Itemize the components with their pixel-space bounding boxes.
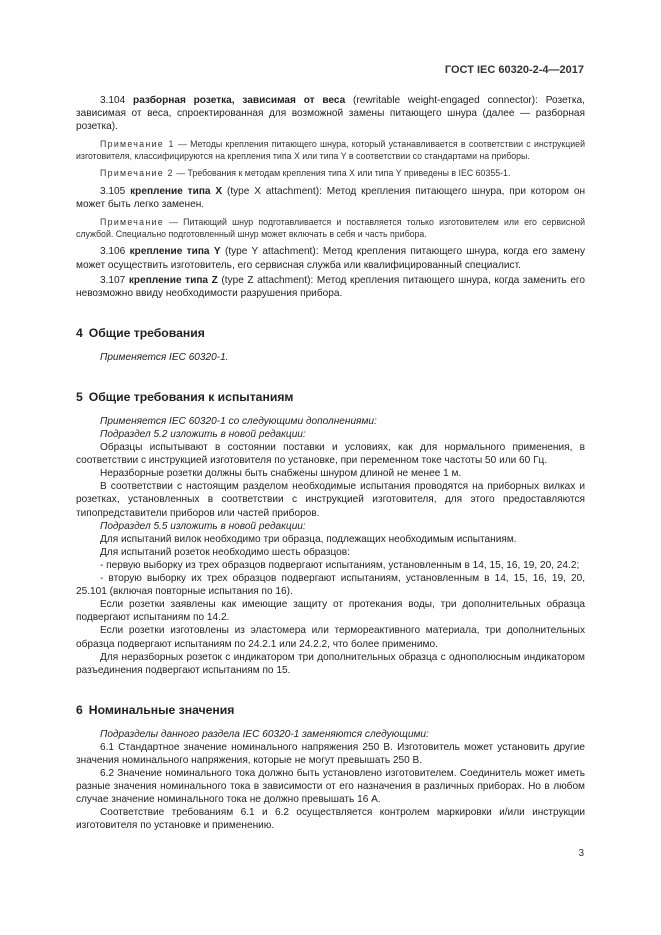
definition-term: разборная розетка, зависимая от веса xyxy=(133,95,346,106)
definition-3-105 xyxy=(76,185,585,211)
note-label: Примечание 2 xyxy=(100,168,174,179)
definition-3-104 xyxy=(76,94,585,133)
paragraph-text: Для испытаний розеток необходимо шесть образцов: xyxy=(100,546,350,558)
section-number: 5 xyxy=(76,389,83,404)
subsection-5-5-note xyxy=(76,520,585,533)
subsection-note-text: Подраздел 5.2 изложить в новой редакции: xyxy=(100,429,306,440)
section-6-paragraph-2 xyxy=(76,767,585,806)
section-6-heading xyxy=(76,703,585,718)
list-item-text: - вторую выборку их трех образцов подвергают испытаниям, установленным в 14, 15, 16, 19, 20, 25.101 (включая повторные испытания по 16). xyxy=(76,573,585,598)
section-5-paragraph-5 xyxy=(76,546,585,559)
note-3 xyxy=(76,217,585,240)
section-title: Общие требования к испытаниям xyxy=(88,389,294,404)
page-content xyxy=(76,94,585,833)
subsection-note-text: Подраздел 5.5 изложить в новой редакции: xyxy=(100,520,306,532)
section-5-paragraph-8 xyxy=(76,651,585,677)
applies-text: Подразделы данного раздела IEC 60320-1 заменяются следующими: xyxy=(100,728,429,740)
paragraph-text: Для неразборных розеток с индикатором три дополнительных образца с однополюсным индикатором разъединения подвергают испытаниям по 15. xyxy=(76,651,585,676)
definition-term: крепление типа Z xyxy=(128,274,218,286)
note-text: — Методы крепления питающего шнура, который устанавливается в соответствии с инструкцией изготовителя, классифицируются на крепления типа X или типа Y в соответствии со стандартами на приборы. xyxy=(76,139,585,161)
applies-text: Применяется IEC 60320-1. xyxy=(100,351,229,363)
page-number: 3 xyxy=(578,848,584,859)
note-label: Примечание xyxy=(100,217,164,228)
list-item xyxy=(76,559,585,572)
definition-text: (type X attachment): Метод крепления питающего шнура, при котором он может быть легко заменен. xyxy=(76,186,586,211)
section-5-paragraph-1 xyxy=(76,441,585,467)
section-5-paragraph-3 xyxy=(76,480,585,519)
document-header: ГОСТ IEC 60320-2-4—2017 xyxy=(444,64,584,76)
note-1 xyxy=(76,139,585,162)
section-6-paragraph-3 xyxy=(76,806,585,832)
paragraph-text: Для испытаний вилок необходимо три образца, подлежащих необходимым испытаниям. xyxy=(100,533,517,545)
section-5-paragraph-2 xyxy=(76,467,585,480)
definition-number: 3.105 xyxy=(100,186,126,198)
section-number: 4 xyxy=(76,325,83,340)
section-number: 6 xyxy=(76,702,83,717)
note-text: — Питающий шнур подготавливается и поставляется только изготовителем или его сервисной службой. Специально подготовленный шнур может включать в себя и часть прибора. xyxy=(76,217,585,239)
definition-text: (type Y attachment): Метод крепления питающего шнура, когда его замену может осуществить изготовитель, его сервисная служба или квалифицированный специалист. xyxy=(76,246,586,271)
section-4-heading xyxy=(76,326,585,341)
section-6-paragraph-1 xyxy=(76,741,585,767)
section-5-paragraph-7 xyxy=(76,624,585,650)
paragraph-text: Соответствие требованиям 6.1 и 6.2 осуществляется контролем маркировки и/или инструкции изготовителя по установке и применению. xyxy=(76,807,585,832)
definition-number: 3.106 xyxy=(100,246,126,258)
definition-number: 3.107 xyxy=(100,274,126,286)
definition-number: 3.104 xyxy=(100,95,126,106)
definition-text: (type Z attachment): Метод крепления питающего шнура, когда заменить его невозможно ввиду необходимости разрушения прибора. xyxy=(76,274,586,299)
section-5-paragraph-6 xyxy=(76,598,585,624)
definition-3-107 xyxy=(76,274,585,300)
paragraph-text: В соответствии с настоящим разделом необходимые испытания проводятся на приборных вилках и розетках, установленных в соответствии с инструкцией изготовителя, для этого предоставляются типопредставители приборов или частей приборов. xyxy=(76,481,585,519)
section-5-heading xyxy=(76,390,585,405)
note-label: Примечание 1 xyxy=(100,139,175,150)
section-4-applies xyxy=(76,351,585,364)
paragraph-text: Образцы испытывают в состоянии поставки и условиях, как для нормального применения, в соответствии с инструкцией изготовителя по установке, при переменном токе частоты 50 или 60 Гц. xyxy=(76,442,585,467)
definition-term: крепление типа Y xyxy=(129,246,221,258)
definition-3-106 xyxy=(76,245,585,271)
section-5-paragraph-4 xyxy=(76,533,585,546)
paragraph-text: Неразборные розетки должны быть снабжены шнуром длиной не менее 1 м. xyxy=(100,468,462,480)
note-text: — Требования к методам крепления типа X или типа Y приведены в IEC 60355-1. xyxy=(176,168,511,179)
note-2 xyxy=(76,168,585,180)
paragraph-text: Если розетки заявлены как имеющие защиту от протекания воды, три дополнительных образца подвергают испытаниям по 14.2. xyxy=(76,599,585,624)
applies-text: Применяется IEC 60320-1 со следующими дополнениями: xyxy=(100,415,377,427)
paragraph-text: 6.1 Стандартное значение номинального напряжения 250 В. Изготовитель может установить другие значения номинального напряжения, которые не могут превышать 250 В. xyxy=(76,741,585,766)
definition-term: крепление типа X xyxy=(130,186,223,198)
list-item-text: - первую выборку из трех образцов подвергают испытаниям, установленным в 14, 15, 16, 19, 20, 24.2; xyxy=(100,559,580,571)
paragraph-text: 6.2 Значение номинального тока должно быть установлено изготовителем. Соединитель может иметь разные значения номинального тока в зависимости от его назначения в различных приборах. Но в любом случае значение номинального тока не должно превышать 16 А. xyxy=(76,768,585,806)
list-item xyxy=(76,572,585,598)
paragraph-text: Если розетки изготовлены из эластомера или термореактивного материала, три дополнительных образца подвергают испытаниям по 24.2.1 или 24.2.2, что более применимо. xyxy=(76,625,585,650)
section-5-applies xyxy=(76,415,585,428)
subsection-5-2-note xyxy=(76,428,585,441)
section-6-applies xyxy=(76,728,585,741)
section-title: Общие требования xyxy=(88,325,205,340)
definition-text: (rewritable weight-engaged connector): Розетка, зависимая от веса, спроектированная для возможной замены питающего шнура (далее — разборная розетка). xyxy=(76,95,585,133)
section-title: Номинальные значения xyxy=(88,702,235,717)
